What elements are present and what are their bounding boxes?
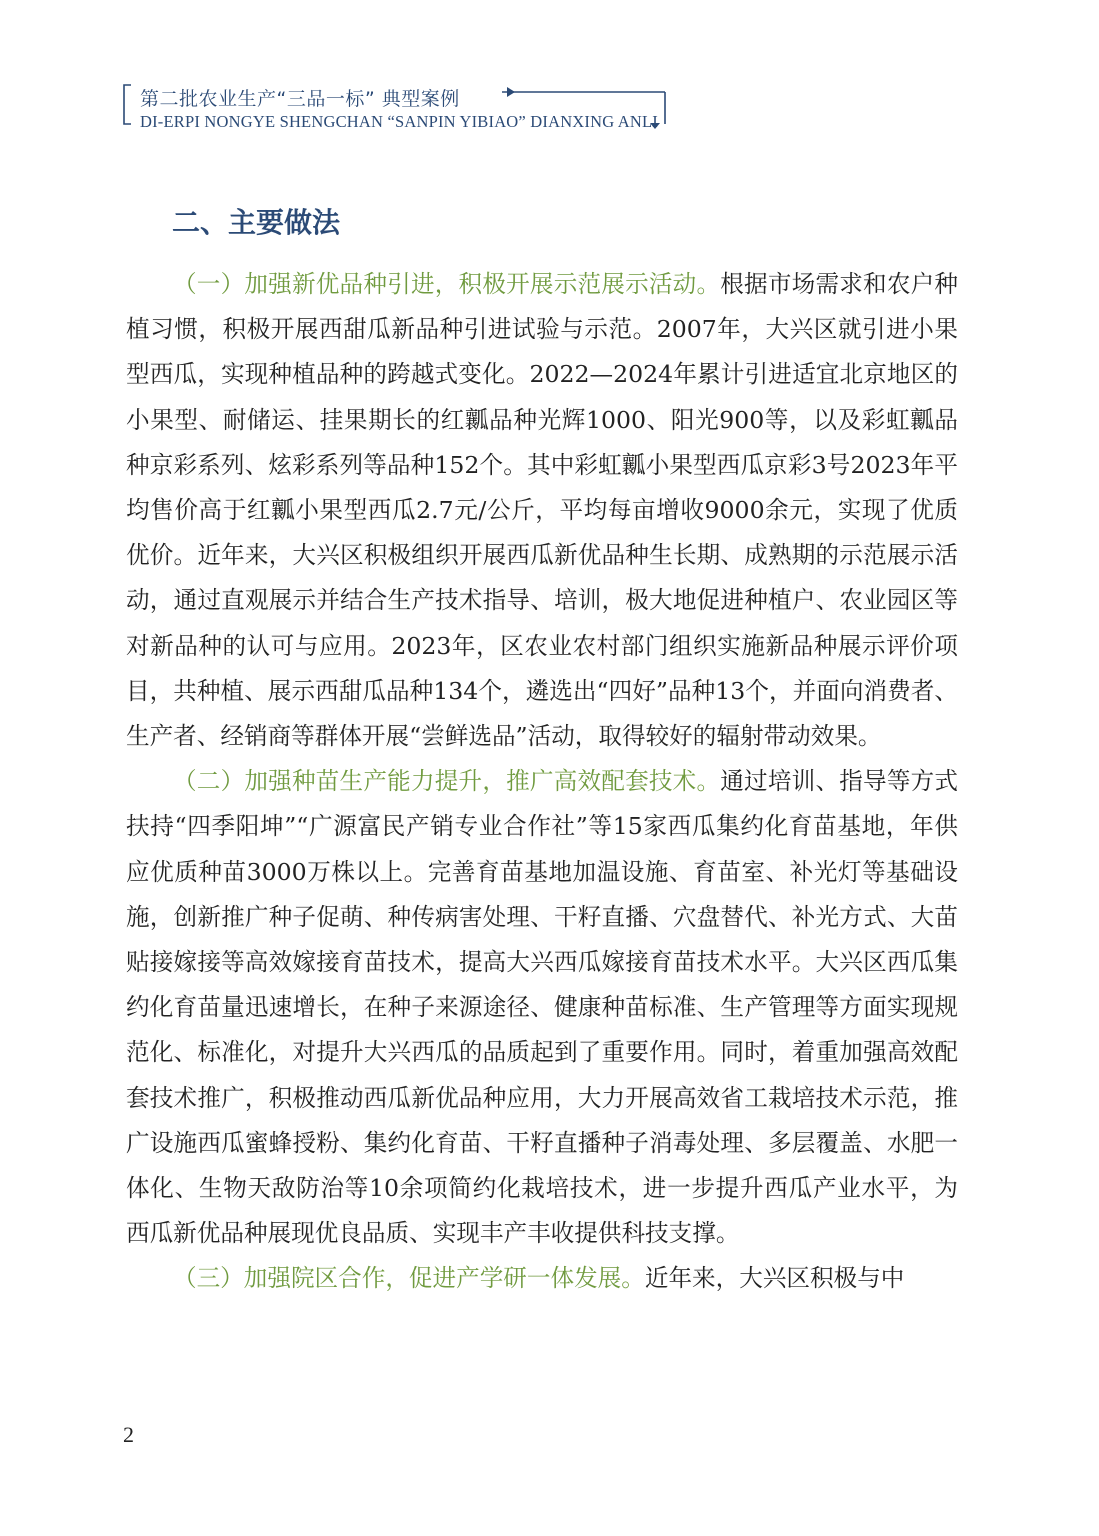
- body-text: [126, 262, 958, 1302]
- header-title-en: DI-ERPI NONGYE SHENGCHAN “SANPIN YIBIAO” DIANXING ANLI: [140, 112, 658, 131]
- paragraph-2-heading: （二）加强种苗生产能力提升，推广高效配套技术。: [173, 767, 721, 796]
- page-number: 2: [123, 1422, 134, 1447]
- paragraph-3-heading: （三）加强院区合作，促进产学研一体发展。: [173, 1264, 645, 1293]
- header-title-cn: 第二批农业生产“三品一标” 典型案例: [140, 88, 460, 110]
- paragraph-1-text: 根据市场需求和农户种植习惯，积极开展西甜瓜新品种引进试验与示范。2007年，大兴区就引进小果型西瓜，实现种植品种的跨越式变化。2022—2024年累计引进适宜北京地区的小果型、耐储运、挂果期长的红瓤品种光辉1000、阳光900等，以及彩虹瓤品种京彩系列、炫彩系列等品种152个。其中彩虹瓤小果型西瓜京彩3号2023年平均售价高于红瓤小果型西瓜2.7元/公斤，平均每亩增收9000余元，实现了优质优价。近年来，大兴区积极组织开展西瓜新优品种生长期、成熟期的示范展示活动，通过直观展示并结合生产技术指导、培训，极大地促进种植户、农业园区等对新品种的认可与应用。2023年，区农业农村部门组织实施新品种展示评价项目，共种植、展示西甜瓜品种134个，遴选出“四好”品种13个，并面向消费者、生产者、经销商等群体开展“尝鲜选品”活动，取得较好的辐射带动效果。: [126, 270, 959, 751]
- paragraph-3-text: 近年来，大兴区积极与中: [644, 1264, 905, 1293]
- paragraph-2-text: 通过培训、指导等方式扶持“四季阳坤”“广源富民产销专业合作社”等15家西瓜集约化育苗基地，年供应优质种苗3000万株以上。完善育苗基地加温设施、育苗室、补光灯等基础设施，创新推广种子促萌、种传病害处理、干籽直播、穴盘替代、补光方式、大苗贴接嫁接等高效嫁接育苗技术，提高大兴西瓜嫁接育苗技术水平。大兴区西瓜集约化育苗量迅速增长，在种子来源途径、健康种苗标准、生产管理等方面实现规范化、标准化，对提升大兴西瓜的品质起到了重要作用。同时，着重加强高效配套技术推广，积极推动西瓜新优品种应用，大力开展高效省工栽培技术示范，推广设施西瓜蜜蜂授粉、集约化育苗、干籽直播种子消毒处理、多层覆盖、水肥一体化、生物天敌防治等10余项简约化栽培技术，进一步提升西瓜产业水平，为西瓜新优品种展现优良品质、实现丰产丰收提供科技支撑。: [126, 767, 959, 1248]
- header-arrow-right-icon: [507, 87, 515, 97]
- paragraph-1-heading: （一）加强新优品种引进，积极开展示范展示活动。: [173, 270, 721, 298]
- section-title: 二、主要做法: [172, 206, 341, 239]
- paragraph-3: [126, 1256, 958, 1301]
- paragraph-1: [126, 262, 958, 759]
- running-header: [122, 80, 672, 132]
- paragraph-2: [126, 759, 958, 1256]
